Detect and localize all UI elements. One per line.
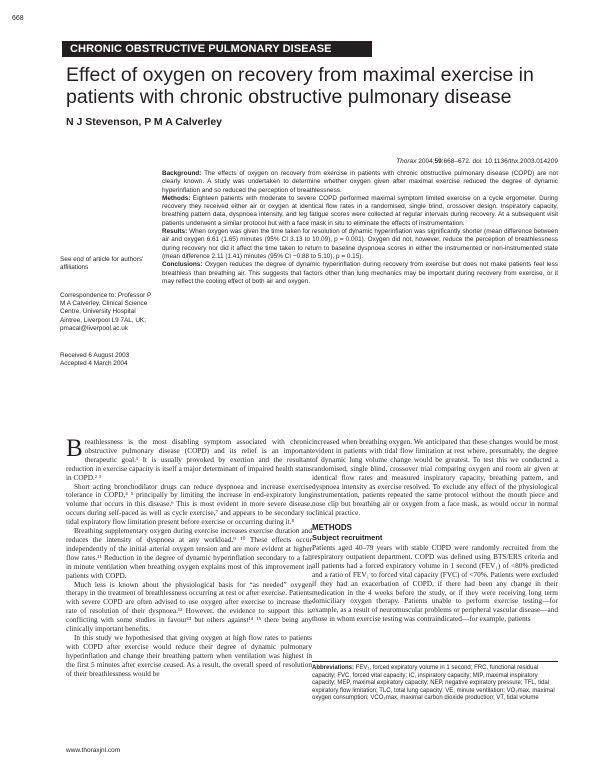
citation-details: 2004; — [416, 158, 435, 165]
abstract-results-text: When oxygen was given the time taken for resolution of dynamic hyperinflation was significantly shorter (mean difference between air and oxygen 6.61 (1.65) minutes (95% CI 3.13 to 10.09), p = 0.001). Oxygen did not, however, reduce the perception of breathlessness during recovery nor did it affect the time taken to return to baseline dyspnoea scores in either the instrumented or non-instrumented state (mean difference 2.11 (1.41) minutes (95% CI −0.88 to 5.10), p = 0.15). — [162, 228, 558, 260]
body-paragraph: Short acting bronchodilator drugs can reduce dyspnoea and increase exercise tolerance in COPD,⁴ ⁵ principally by limiting the increase in end-expiratory lung volume that occurs in this disease.⁶ This is most evident in more severe disease, occurs during self-paced as well as cycle exercise,⁷ and appears to be secondary to tidal expiratory flow limitation present before exercise or occurring during it.⁸ — [66, 481, 312, 527]
sidebar-correspondence: Correspondence to: Professor P M A Calverley, Clinical Science Centre, University Hospital Aintree, Liverpool L9 7AL, UK; pmacal@liverpool.ac.uk — [60, 292, 152, 332]
citation — [300, 158, 558, 165]
citation-journal: Thorax — [396, 158, 417, 165]
article-title: Effect of oxygen on recovery from maximal exercise in patients with chronic obstructive pulmonary disease — [66, 64, 534, 108]
abstract-conclusions — [162, 261, 558, 286]
received-date: Received 6 August 2003 — [60, 352, 130, 359]
body-paragraph: In this study we hypothesised that giving oxygen at high flow rates to patients with COPD after exercise would reduce their degree of dynamic pulmonary hyperinflation and change their breathing pattern when ventilation was highest in the first 5 minutes after exercise ceased. As a result, the overall speed of resolution of their breathlessness would be — [66, 632, 312, 678]
body-column-right — [312, 438, 558, 624]
body-paragraph — [66, 435, 312, 483]
citation-rest: :668–672. doi: 10.1136/thx.2003.014209 — [441, 158, 558, 165]
page-number: 668 — [12, 15, 24, 22]
body-column-left — [66, 435, 312, 678]
methods-heading: METHODS — [312, 523, 352, 533]
abstract-results — [162, 228, 558, 261]
body-paragraph: Patients aged 40–79 years with stable COPD were randomly recruited from the respiratory outpatient department. COPD was defined using BTS/ERS criteria and all patients had a forced expiratory volume in 1 second (FEV₁) of <80% predicted and a ratio of FEV₁ to forced vital capacity (FVC) of <70%. Patients were excluded if they had an exacerbation of COPD, if there had been any change in their medication in the 4 weeks before the study, or if they were receiving long term domiciliary oxygen therapy. Patients unable to perform exercise testing—for example, as a result of neuromuscular problems or peripheral vascular disease—and those in whom exercise testing was contraindicated—for example, patients — [312, 542, 558, 624]
drop-cap: B — [66, 435, 83, 462]
sidebar-dates — [60, 352, 156, 368]
abstract-conclusions-label: Conclusions: — [162, 261, 203, 269]
body-paragraph: Breathing supplementary oxygen during exercise increases exercise duration and reduces the intensity of dyspnoea at any workload.⁹ ¹⁰ These effects occur independently of the initial arterial oxygen tension and are more evident at higher flow rates.¹¹ Reduction in the degree of dynamic hyperinflation secondary to a fall in minute ventilation when breathing oxygen explains most of this improvement in patients with COPD. — [66, 526, 312, 580]
section-banner: CHRONIC OBSTRUCTIVE PULMONARY DISEASE — [62, 41, 372, 57]
abstract-methods-text: Eighteen patients with moderate to severe COPD performed maximal symptom limited exercise on a cycle ergometer. During recovery they received either air or oxygen at identical flow rates in a randomised, single blind, crossover design. Inspiratory capacity, breathing pattern data, dyspnoea intensity, and leg fatigue scores were collected at regular intervals during recovery. At a subsequent visit patients underwent a similar protocol but with a face mask in situ to eliminate the effects of instrumentation. — [162, 194, 558, 227]
sidebar-affiliations-note: See end of article for authors' affiliations — [60, 256, 144, 272]
abstract-background — [162, 170, 558, 195]
paragraph-text: reathlessness is the most disabling symptom associated with chronic obstructive pulmonary disease (COPD) and its relief is an important therapeutic goal.¹ It is usually provoked by exertion and the resultant reduction in exercise capacity is itself a major determinant of impaired health status in COPD.² ³ — [66, 437, 312, 482]
citation-volume: 59 — [434, 158, 442, 165]
abbreviations-label: Abbreviations: — [312, 665, 355, 671]
abstract-methods-label: Methods: — [162, 194, 191, 202]
abstract-background-label: Background: — [162, 170, 202, 177]
footer-url[interactable]: www.thoraxjnl.com — [66, 747, 121, 754]
body-paragraph: Much less is known about the physiological basis for “as needed” oxygen therapy in the treatment of breathlessness occurring at rest or after exercise. Patients with severe COPD are often advised to use oxygen after exercise to increase the rate of resolution of their dyspnoea.¹² However, the evidence to support this is conflicting with some studies in favour¹³ but others against¹⁴ ¹⁵ there being any clinically important benefits. — [66, 579, 312, 634]
subject-recruitment-heading: Subject recruitment — [312, 533, 383, 543]
authors: N J Stevenson, P M A Calverley — [66, 116, 223, 128]
body-paragraph: increased when breathing oxygen. We anticipated that these changes would be most evident in patients with tidal flow limitation at rest where, presumably, the degree of dynamic lung volume change would be greatest. To test this we conducted a randomised, single blind, crossover trial comparing oxygen and room air given at identical flow rates and measured inspiratory capacity, breathing pattern, and dyspnoea intensity as exercise resolved. To exclude any effect of the physiological instrumentation, patients repeated the same protocol without the mouth piece and nose clip but breathing air or oxygen from a face mask, as would occur in normal clinical practice. — [312, 437, 558, 518]
abstract-conclusions-text: Oxygen reduces the degree of dynamic hyperinflation during recovery from exercise but does not make patients feel less breathless than breathing air. This suggests that factors other than lung mechanics may be important during recovery from exercise, or it may reflect the cooling effect of both air and oxygen. — [162, 261, 558, 285]
abstract-results-label: Results: — [162, 228, 188, 236]
abstract-methods — [162, 195, 558, 228]
abstract-background-text: The effects of oxygen on recovery from exercise in patients with chronic obstructive pulmonary disease (COPD) are not clearly known. A study was undertaken to determine whether oxygen given after maximal exercise reduced the degree of dynamic hyperinflation and so reduced the perception of breathlessness. — [162, 170, 558, 194]
abbreviations — [312, 661, 558, 703]
abbreviations-text: FEV₁, forced expiratory volume in 1 second; FRC, functional residual capacity; FVC, forced vital capacity; IC, inspiratory capacity; MIP, maximal inspiratory capacity; MEP, maximal expiratory capacity; NEP, negative expiratory pressure; TFL, tidal expiratory flow limitation; TLC, total lung capacity; VE, minute ventilation; VO₂max, maximal oxygen consumption; VCO₂max, maximal carbon dioxide production; VT, tidal volume — [312, 665, 555, 702]
accepted-date: Accepted 4 March 2004 — [60, 360, 128, 368]
abstract — [162, 170, 558, 286]
